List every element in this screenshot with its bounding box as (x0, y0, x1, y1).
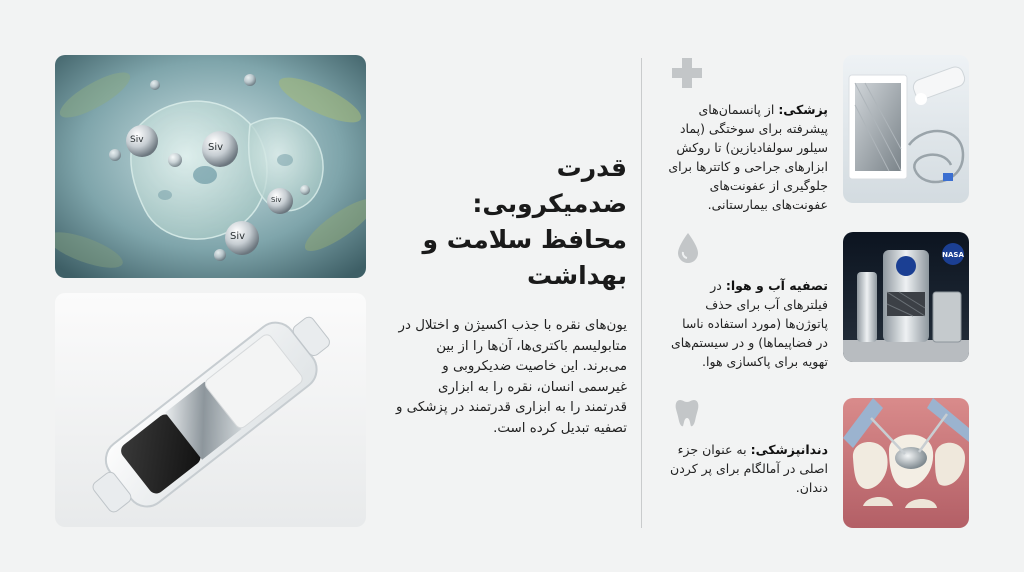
nasa-water-system-image (843, 232, 969, 362)
main-content (395, 150, 627, 439)
ion-label: Siv (230, 231, 246, 242)
page-title (395, 150, 627, 294)
application-label: پزشکی: (778, 102, 828, 117)
water-filter-cartridge-image (55, 293, 366, 527)
main-description: یون‌های نقره با جذب اکسیژن و اختلال در متابولیسم باکتری‌ها، آن‌ها را از بین می‌برند. این خاصیت ضدیکروبی و غیرسمی انسان، نقره را به ابزاری قدرتمند را به ابزاری قدرتمند در پزشکی و تصفیه تبدیل کرده است. (395, 318, 627, 436)
ion-label: Siv (271, 196, 282, 204)
application-water (668, 276, 828, 371)
tooth-icon (674, 398, 700, 428)
application-text: در فیلترهای آب برای حذف پاتوژن‌ها (مورد استفاده ناسا در فضاپیماها) و در سیستم‌های تهویه برای پاکسازی هوا. (671, 278, 828, 369)
ion-label: Siv (208, 142, 224, 153)
column-divider (641, 58, 642, 528)
title-line: محافظ سلامت و (422, 225, 627, 254)
medical-cross-icon (670, 56, 704, 90)
title-line: بهداشت (527, 261, 627, 290)
nasa-logo-text: NASA (942, 251, 964, 259)
silver-ions-bacteria-image (55, 55, 366, 278)
application-dental (668, 440, 828, 497)
title-line: قدرت ضدمیکروبی: (472, 153, 627, 218)
application-text: از پانسمان‌های پیشرفته برای سوختگی (پماد سیلور سولفادیازین) تا روکش ابزارهای جراحی و کاتترها برای جلوگیری از عفونت‌های عفونت‌های بیمارستانی. (668, 102, 828, 212)
water-drop-icon (676, 232, 700, 264)
application-medical (668, 100, 828, 214)
application-label: دندانپزشکی: (750, 442, 828, 457)
ion-label: Siv (130, 135, 144, 145)
application-text: به عنوان جزء اصلی در آمالگام برای پر کردن دندان. (670, 442, 828, 495)
application-label: تصفیه آب و هوا: (725, 278, 828, 293)
medical-dressing-image (843, 55, 969, 203)
dental-amalgam-image (843, 398, 969, 528)
